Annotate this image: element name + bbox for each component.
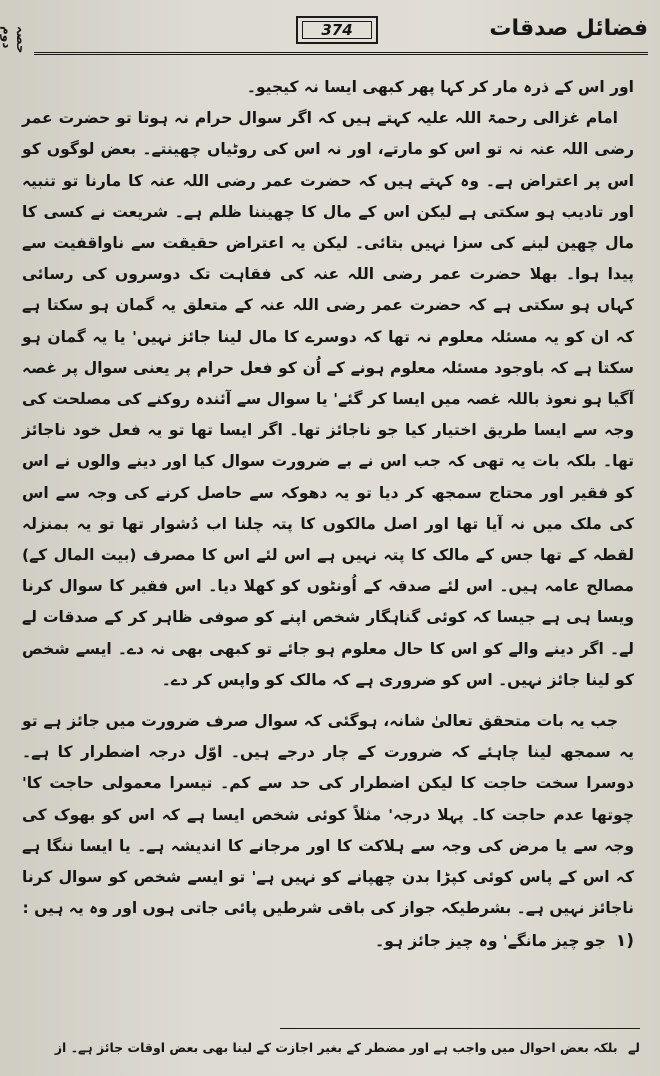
- condition-item: [22, 926, 634, 957]
- volume-label: حصہ دوم: [0, 26, 28, 54]
- page-number-box: [296, 16, 378, 44]
- paragraph-2: امام غزالی رحمۃ اللہ علیہ کہتے ہیں کہ اگر سوال حرام نہ ہوتا تو حضرت عمر رضی اللہ عنہ نہ تو اس کو مارتے، اور نہ اس کی روٹیاں چھینتے۔ بعض لوگوں کو اس پر اعتراض ہے۔ وہ کہتے ہیں کہ حضرت عمر رضی اللہ عنہ کا مارنا تو تنبیہ اور تادیب ہو سکتی ہے لیکن اس کے مال کا چھیننا ظلم ہے۔ شریعت نے کسی کا مال چھین لینے کی سزا نہیں بتائی۔ لیکن یہ اعتراض حقیقت سے ناواقفیت سے پیدا ہوا۔ بھلا حضرت عمر رضی اللہ عنہ کی فقاہت تک دوسروں کی رسائی کہاں ہو سکتی ہے کہ حضرت عمر رضی اللہ عنہ کے متعلق یہ گمان ہو سکتا ہے کہ ان کو یہ مسئلہ معلوم نہ تھا کہ دوسرے کا مال لینا جائز نہیں' یا یہ گمان ہو سکتا ہے کہ باوجود مسئلہ معلوم ہونے کے اُن کو فعل حرام پر یعنی سوال پر غصہ آگیا ہو نعوذ باللہ غصہ میں ایسا کر گئے' یا سوال سے آئندہ روکنے کی مصلحت کی وجہ سے ایسا طریق اختیار کیا جو ناجائز تھا۔ اگر ایسا تھا تو یہ فعل خود ناجائز تھا۔ بلکہ بات یہ تھی کہ جب اس نے بے ضرورت سوال کیا اور دینے والوں نے اس کو فقیر اور محتاج سمجھ کر دیا تو یہ دھوکہ سے حاصل کرنے کی وجہ سے اس کی ملک میں نہ آیا تھا اور اصل مالکوں کا پتہ چلنا اب دُشوار تھا تو یہ بمنزلہ لقطہ کے تھا جس کے مالک کا پتہ نہیں ہے اس لئے اس کا مصرف (بیت المال کے) مصالح عامہ ہیں۔ اس لئے صدقہ کے اُونٹوں کو کھلا دیا۔ اس فقیر کا سوال کرنا ویسا ہی ہے جیسا کہ کوئی گناہگار شخص اپنے کو صوفی ظاہر کر کے صدقات لے لے۔ اگر دینے والے کو اس کا حال معلوم ہو جائے تو کبھی بھی نہ دے۔ ایسے شخص کو لینا جائز نہیں۔ اس کو ضروری ہے کہ مالک کو واپس کر دے۔: [22, 109, 634, 689]
- paragraph-3: جب یہ بات متحقق تعالیٰ شانہ، ہوگئی کہ سوال صرف ضرورت میں جائز ہے تو یہ سمجھ لینا چاہئے کہ ضرورت کے چار درجے ہیں۔ اوّل درجہ اضطرار کا ہے۔ دوسرا سخت حاجت کا لیکن اضطرار کی حد سے کم۔ تیسرا معمولی حاجت کا' چوتھا عدم حاجت کا۔ پہلا درجہ' مثلاً کوئی شخص ایسا ہے کہ اس کو بھوک کی وجہ سے یا مرض کی وجہ سے ہلاکت کا اور مرجانے کا اندیشہ ہے۔ یا ایسا ننگا ہے کہ اس کے پاس کوئی کپڑا بدن چھپانے کو نہیں ہے' تو ایسے شخص کو سوال کرنا ناجائز نہیں ہے۔ بشرطیکہ جواز کی باقی شرطیں پائی جاتی ہوں اور وہ یہ ہیں :: [22, 712, 634, 918]
- footnote: [20, 1040, 640, 1055]
- book-title: فضائل صدقات: [489, 16, 648, 41]
- footnote-marker: لے: [627, 1040, 640, 1055]
- page-header: [0, 8, 654, 58]
- footnote-text: بلکہ بعض احوال میں واجب ہے اور مضطر کے بغیر اجازت کے لینا بھی بعض اوقات جائز ہے۔ از: [54, 1040, 618, 1055]
- condition-marker: (۱: [615, 931, 634, 952]
- footnote-divider: [280, 1028, 640, 1029]
- page-body: [22, 72, 634, 958]
- page-number: 374: [321, 21, 353, 39]
- paragraph-gap: [22, 696, 634, 706]
- paragraph-1: اور اس کے ذرہ مار کر کہا پھر کبھی ایسا نہ کیجیو۔: [246, 78, 634, 96]
- condition-text: جو چیز مانگے' وہ چیز جائز ہو۔: [375, 932, 606, 951]
- header-divider: [34, 52, 648, 55]
